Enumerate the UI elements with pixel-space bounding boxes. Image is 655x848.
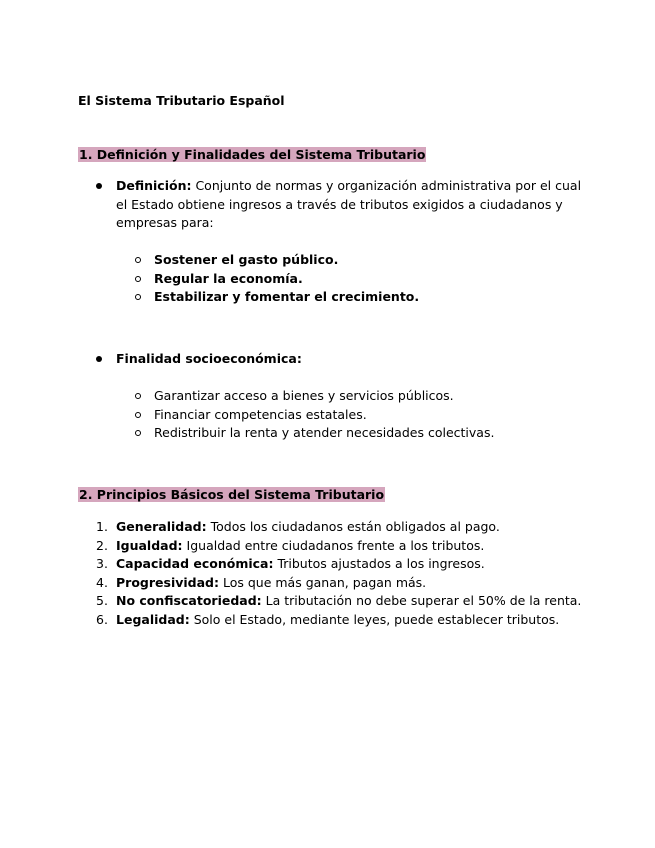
purpose-item: Sostener el gasto público. (154, 252, 339, 267)
principle-item (116, 574, 426, 593)
principle-number: 4. (96, 574, 108, 590)
socioeconomic-item: Financiar competencias estatales. (154, 406, 367, 422)
principle-number: 3. (96, 556, 108, 571)
sub-bullet-circle (135, 430, 141, 436)
purpose-item: Regular la economía. (154, 270, 303, 286)
socioeconomic-label: Finalidad socioeconómica: (116, 351, 302, 366)
principle-text: Todos los ciudadanos están obligados al pago. (206, 519, 500, 534)
sub-bullet-circle (135, 257, 141, 263)
document-title: El Sistema Tributario Español (78, 93, 285, 108)
bullet-dot (96, 356, 102, 362)
principle-label: Legalidad: (116, 611, 190, 627)
principle-text: Igualdad entre ciudadanos frente a los tributos. (182, 537, 485, 553)
sub-bullet-circle (135, 393, 141, 399)
principle-label: Capacidad económica: (116, 556, 274, 571)
section-heading-2-text: 2. Principios Básicos del Sistema Tributario (79, 487, 385, 502)
socioeconomic-item: Garantizar acceso a bienes y servicios públicos. (154, 388, 454, 403)
principle-number: 2. (96, 537, 108, 553)
socioeconomic-item: Redistribuir la renta y atender necesidades colectivas. (154, 425, 495, 440)
principle-item (116, 518, 500, 537)
principle-text: Los que más ganan, pagan más. (219, 574, 427, 590)
principle-text: Tributos ajustados a los ingresos. (273, 556, 485, 571)
principle-number: 5. (96, 593, 108, 608)
section-heading-1 (78, 146, 426, 164)
definition-text-1: Conjunto de normas y organización administrativa por el cual (191, 178, 582, 193)
sub-bullet-circle (135, 412, 141, 418)
principle-number: 1. (96, 519, 108, 534)
principle-text: La tributación no debe superar el 50% de la renta. (261, 593, 582, 608)
purpose-item: Estabilizar y fomentar el crecimiento. (154, 289, 420, 304)
sub-bullet-circle (135, 294, 141, 300)
section-heading-1-text: 1. Definición y Finalidades del Sistema Tributario (79, 147, 426, 162)
principle-label: No confiscatoriedad: (116, 593, 262, 608)
principle-item (116, 537, 484, 556)
definition-line-1 (116, 177, 581, 196)
principle-item (116, 592, 581, 611)
principle-label: Igualdad: (116, 537, 183, 553)
definition-line-3: empresas para: (116, 215, 214, 230)
principle-label: Progresividad: (116, 574, 219, 590)
principle-label: Generalidad: (116, 519, 207, 534)
principle-number: 6. (96, 611, 108, 627)
principle-text: Solo el Estado, mediante leyes, puede establecer tributos. (189, 611, 560, 627)
principle-item (116, 611, 559, 630)
bullet-dot (96, 183, 102, 189)
section-heading-2 (78, 486, 385, 504)
sub-bullet-circle (135, 276, 141, 282)
principle-item (116, 555, 485, 574)
definition-line-2: el Estado obtiene ingresos a través de tributos exigidos a ciudadanos y (116, 196, 563, 212)
definition-label: Definición: (116, 178, 192, 193)
